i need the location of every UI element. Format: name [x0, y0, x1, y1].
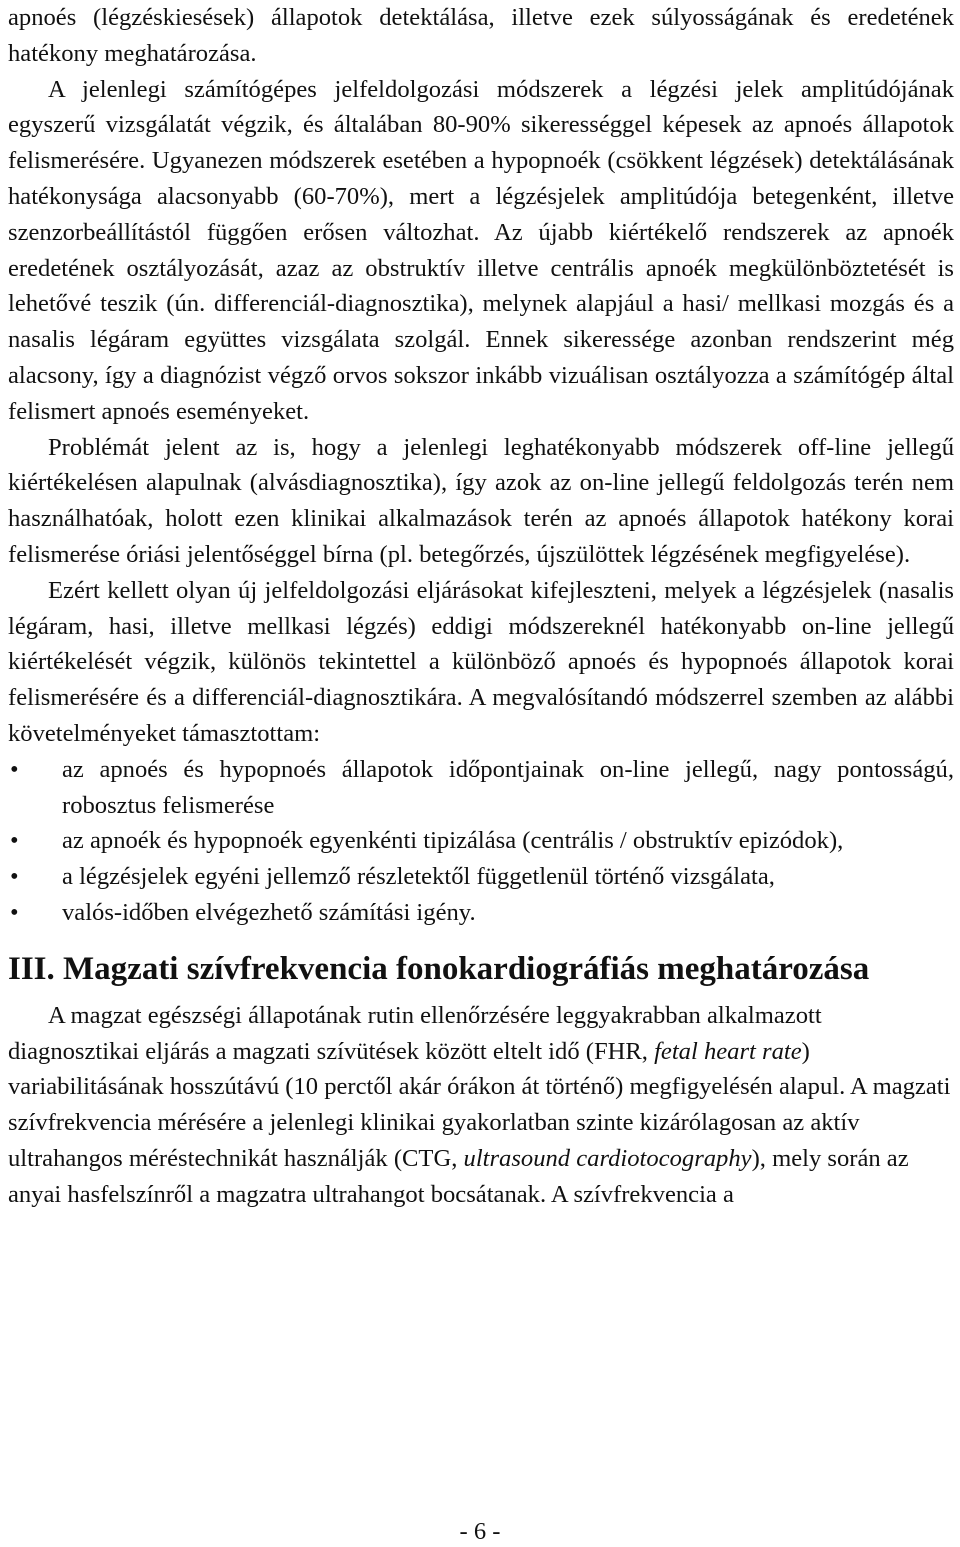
italic-term-ctg: ultrasound cardiotocography — [463, 1144, 752, 1172]
list-item — [8, 895, 954, 931]
requirement-text: az apnoék és hypopnoék egyenkénti tipizálása (centrális / obstruktív epizódok), — [62, 827, 844, 855]
paragraph-new-methods: Ezért kellett olyan új jelfeldolgozási eljárásokat kifejleszteni, melyek a légzésjelek (nasalis légáram, hasi, illetve mellkasi légzés) eddigi módszereknél hatékonyabb on-line jellegű kiértékelését végzik, különös tekintettel a különböző apnoés és hypopnoés állapotok korai felismerésére és a differenciál-diagnosztikára. A megvalósítandó módszerrel szemben az alábbi követelményeket támasztottam: — [8, 576, 954, 747]
bullet-icon: • — [10, 755, 19, 783]
page-number: - 6 - — [459, 1518, 501, 1545]
bullet-icon: • — [10, 898, 19, 926]
list-item — [8, 752, 954, 824]
section-heading: III. Magzati szívfrekvencia fonokardiográfiás meghatározása — [8, 950, 870, 987]
bullet-icon: • — [10, 863, 19, 891]
list-item — [8, 823, 954, 859]
paragraph-fetal-heart-rate: A magzat egészségi állapotának rutin ellenőrzésére leggyakrabban alkalmazott diagnosztikai eljárás a magzati szívütések között eltelt idő (FHR, fetal heart rate) variabilitásának hosszútávú (10 perctől akár órákon át történő) megfigyelésén alapul. A magzati szívfrekvencia mérésére a jelenlegi klinikai gyakorlatban szinte kizárólagosan az aktív ultrahangos méréstechnikát használják (CTG, ultrasound cardiotocography), mely során az anyai hasfelszínről a magzatra ultrahangot bocsátanak. A szívfrekvencia a — [8, 1001, 951, 1208]
requirements-list — [8, 752, 954, 931]
document-page — [8, 0, 954, 1213]
requirement-text: valós-időben elvégezhető számítási igény. — [62, 898, 476, 926]
requirement-text: az apnoés és hypopnoés állapotok időpontjainak on-line jellegű, nagy pontosságú, robosztus felismerése — [62, 755, 954, 819]
italic-term-fhr: fetal heart rate — [654, 1037, 802, 1065]
list-item — [8, 859, 954, 895]
paragraph-current-methods: A jelenlegi számítógépes jelfeldolgozási módszerek a légzési jelek amplitúdójának egyszerű vizsgálatát végzik, és általában 80-90% sikerességgel képesek az apnoés állapotok felismerésére. Ugyanezen módszerek esetében a hypopnoék (csökkent légzések) detektálásának hatékonysága alacsonyabb (60-70%), mert a légzésjelek amplitúdója betegenként, illetve szenzorbeállítástól függően erősen változhat. Az újabb kiértékelő rendszerek az apnoék eredetének osztályozását, azaz az obstruktív illetve centrális apnoék megkülönböztetését is lehetővé teszik (ún. differenciál-diagnosztika), melynek alapjául a hasi/ mellkasi mozgás és a nasalis légáram együttes vizsgálata szolgál. Ennek sikeressége azonban rendszerint még alacsony, így a diagnózist végző orvos sokszor inkább vizuálisan osztályozza a számítógép által felismert apnoés eseményeket. — [8, 75, 954, 425]
requirement-text: a légzésjelek egyéni jellemző részletektől függetlenül történő vizsgálata, — [62, 863, 775, 891]
paragraph-offline-problem: Problémát jelent az is, hogy a jelenlegi leghatékonyabb módszerek off-line jellegű kiértékelésen alapulnak (alvásdiagnosztika), így azok az on-line jellegű feldolgozás terén nem használhatóak, holott ezen klinikai alkalmazások terén az apnoés állapotok hatékony korai felismerése óriási jelentőséggel bírna (pl. betegőrzés, újszülöttek légzésének megfigyelése). — [8, 433, 954, 568]
paragraph-apnea-intro: apnoés (légzéskiesések) állapotok detektálása, illetve ezek súlyosságának és eredetének hatékony meghatározása. — [8, 4, 954, 67]
bullet-icon: • — [10, 827, 19, 855]
